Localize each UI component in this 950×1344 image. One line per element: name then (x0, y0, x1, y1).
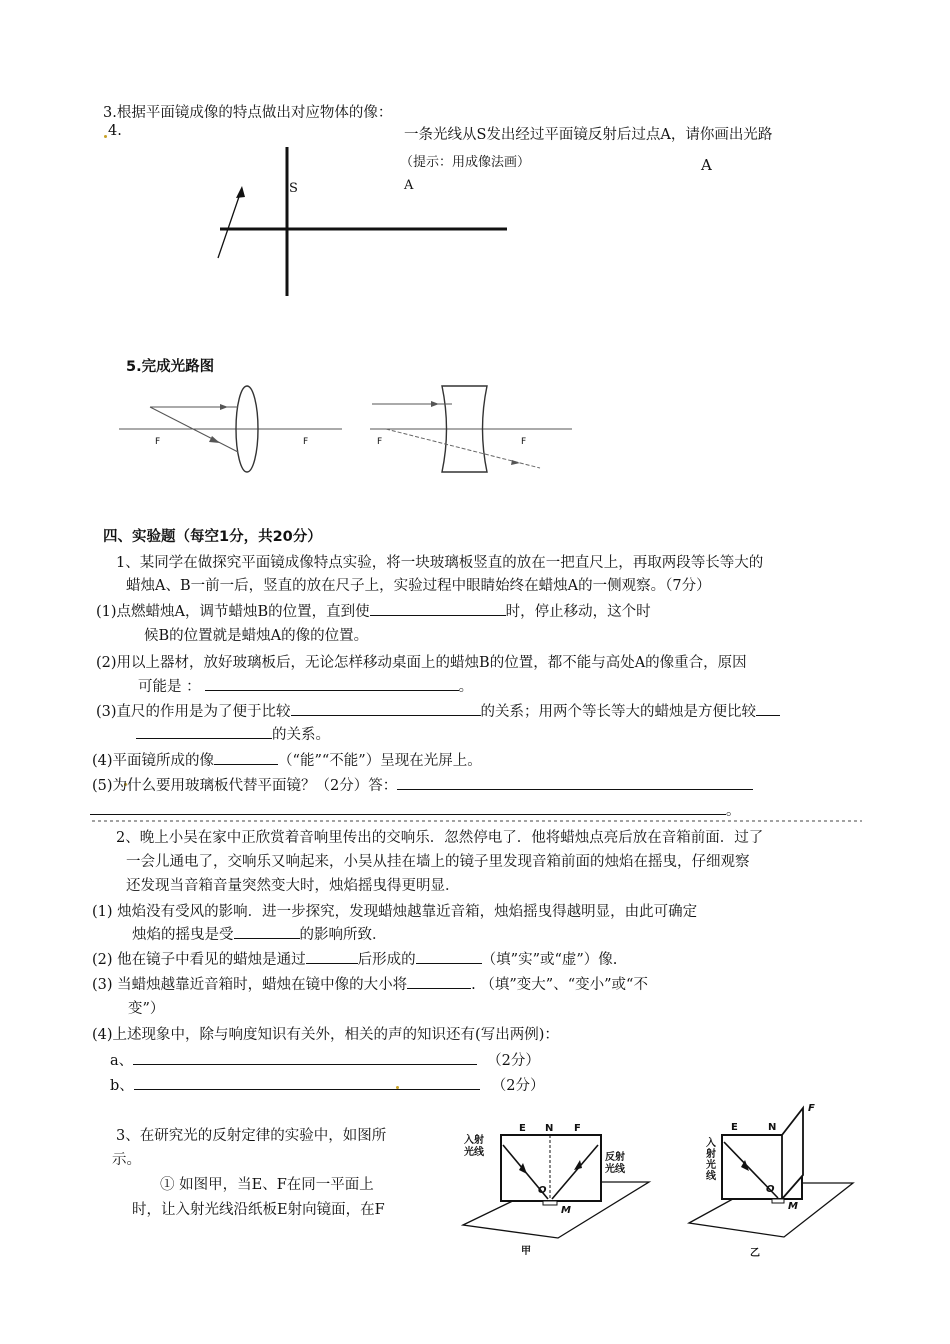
q4-hint: （提示：用成像法画） (400, 155, 531, 170)
exp1-q1-cont: 候B的位置就是蜡烛A的像的位置。 (144, 628, 369, 644)
exp2-q1-cont: 烛焰的摇曳是受 的影响所致． (132, 923, 387, 944)
exp1-q5: (5)为什么要用玻璃板代替平面镜？（2分）答： (92, 774, 753, 795)
exp2-q4: (4)上述现象中，除与响度知识有关外，相关的声的知识还有(写出两例)： (92, 1027, 559, 1043)
exp1-q2-cont: 可能是 ： 。 (138, 675, 473, 696)
label-n: N (545, 1123, 554, 1134)
exp2-answer-b: b、 （2分） (110, 1074, 545, 1095)
reflected-ray-label: 反射 光线 (605, 1152, 625, 1175)
label-e: E (731, 1122, 738, 1133)
focus-label: F (377, 437, 383, 447)
label-o: O (766, 1184, 775, 1195)
incident-ray-label: 入 射 光 线 (706, 1138, 716, 1182)
exp2-q3: (3) 当蜡烛越靠近音箱时，蜡烛在镜中像的大小将 . （填”变大”、“变小”或“不 (92, 973, 648, 994)
exp1-q3-cont: 的关系。 (136, 723, 330, 744)
exp1-line1: 1、某同学在做探究平面镜成像特点实验，将一块玻璃板竖直的放在一把直尺上，再取两段等长等大的 (116, 555, 764, 571)
incident-ray-label: 入射 光线 (464, 1135, 484, 1158)
exp3-line3: ① 如图甲，当E、F在同一平面上 (160, 1177, 374, 1193)
exp2-q1: (1) 烛焰没有受风的影响．进一步探究，发现蜡烛越靠近音箱，烛焰摇曳得越明显，由此可确定 (92, 904, 698, 920)
label-f: F (574, 1123, 581, 1134)
exp1-q1: (1)点燃蜡烛A，调节蜡烛B的位置，直到使 时，停止移动，这个时 (96, 600, 651, 621)
focus-label: F (521, 437, 527, 447)
exp2-q2: (2) 他在镜子中看见的蜡烛是通过 后形成的 （填”实”或“虚”）像. (92, 948, 617, 969)
exp1-q2: (2)用以上器材，放好玻璃板后，无论怎样移动桌面上的蜡烛B的位置，都不能与高处A的像重合，原因 (96, 655, 747, 671)
label-m: M (788, 1201, 798, 1212)
exp1-q5-cont: 。 (90, 799, 741, 820)
exp1-line2: 蜡烛A、B一前一后，竖直的放在尺子上，实验过程中眼睛始终在蜡烛A的一侧观察。（7分） (126, 578, 711, 594)
focus-label: F (303, 437, 309, 447)
exp2-line1: 2、晚上小吴在家中正欣赏着音响里传出的交响乐．忽然停电了．他将蜡烛点亮后放在音箱前面．过了 (116, 830, 764, 846)
label-e: E (519, 1123, 526, 1134)
exp1-q3: (3)直尺的作用是为了便于比较 的关系；用两个等长等大的蜡烛是方便比较 (96, 700, 780, 721)
exp2-answer-a: a、 （2分） (110, 1049, 540, 1070)
point-s-label: S (289, 181, 298, 196)
exp2-q3-cont: 变”） (128, 1001, 165, 1017)
q4-number: 4. (108, 123, 122, 139)
exp3-line2: 示。 (112, 1152, 141, 1168)
exp2-line2: 一会儿通电了，交响乐又响起来，小吴从挂在墙上的镜子里发现音箱前面的烛焰在摇曳，仔细观察 (126, 854, 750, 870)
label-o: O (538, 1185, 547, 1196)
focus-label: F (155, 437, 161, 447)
q3-title: 3.根据平面镜成像的特点做出对应物体的像： (103, 105, 393, 121)
label-n: N (768, 1122, 777, 1133)
section-title: 四、实验题（每空1分，共20分） (103, 529, 322, 545)
q5-title: 5.完成光路图 (126, 359, 215, 375)
exp1-q4: (4)平面镜所成的像 （“能”“不能”）呈现在光屏上。 (92, 749, 482, 770)
label-m: M (561, 1205, 571, 1216)
point-a-label-big: A (701, 156, 712, 174)
point-a-label: A (404, 178, 414, 193)
label-f: F (808, 1103, 815, 1114)
q4-text: 一条光线从S发出经过平面镜反射后过点A，请你画出光路 (404, 127, 773, 143)
figure-caption-jia: 甲 (521, 1246, 531, 1257)
exp3-line4: 时，让入射光线沿纸板E射向镜面，在F (132, 1202, 385, 1218)
exp2-line3: 还发现当音箱音量突然变大时，烛焰摇曳得更明显． (126, 878, 460, 894)
exp3-line1: 3、在研究光的反射定律的实验中，如图所 (116, 1128, 387, 1144)
figure-caption-yi: 乙 (750, 1248, 760, 1259)
